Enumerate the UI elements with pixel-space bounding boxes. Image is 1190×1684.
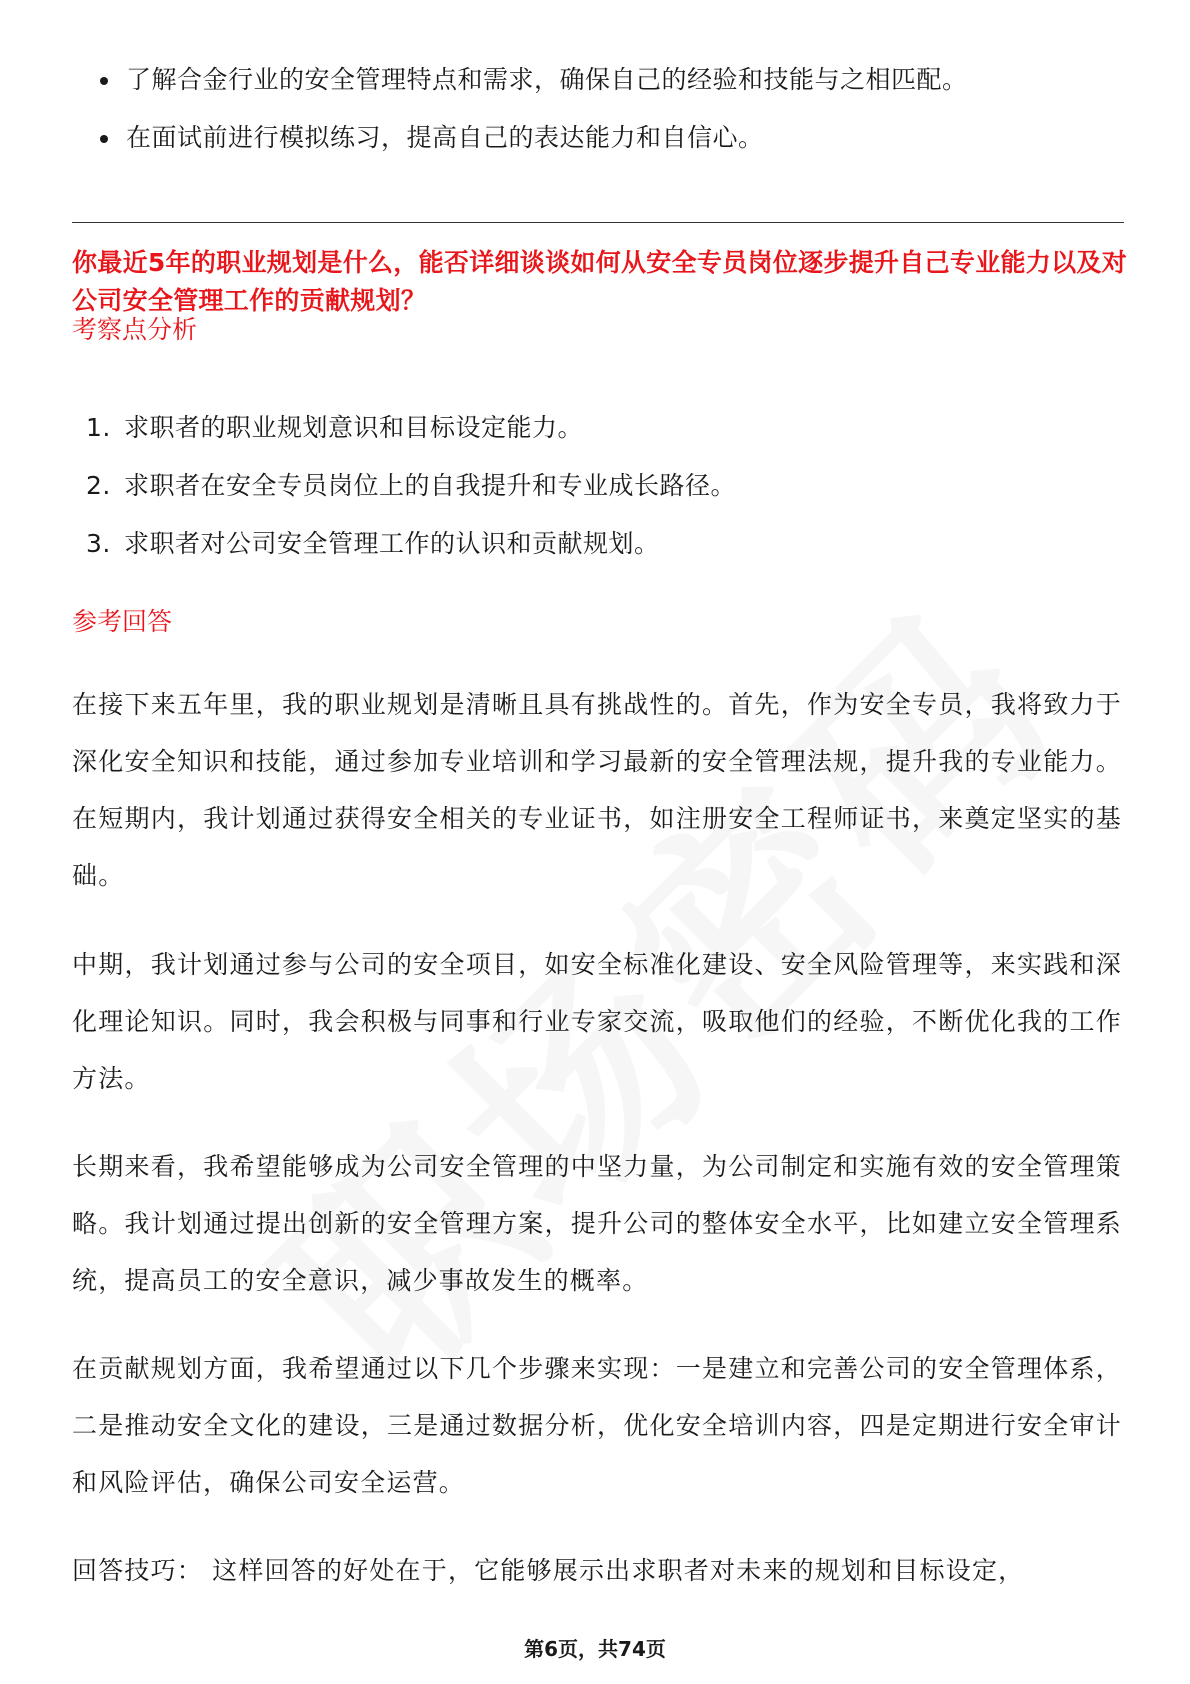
item-text: 求职者在安全专员岗位上的自我提升和专业成长路径。 bbox=[124, 471, 737, 500]
answer-heading: 参考回答 bbox=[72, 607, 173, 636]
item-text: 求职者对公司安全管理工作的认识和贡献规划。 bbox=[124, 529, 660, 558]
analysis-heading: 考察点分析 bbox=[72, 315, 198, 344]
bullet-text: 在面试前进行模拟练习，提高自己的表达能力和自信心。 bbox=[126, 123, 764, 152]
list-item bbox=[72, 120, 1122, 156]
tips-bullet-list bbox=[72, 62, 1122, 178]
answer-paragraph: 长期来看，我希望能够成为公司安全管理的中坚力量，为公司制定和实施有效的安全管理策略。我计划通过提出创新的安全管理方案，提升公司的整体安全水平，比如建立安全管理系统，提高员工的安全意识，减少事故发生的概率。 bbox=[72, 1152, 1122, 1295]
answer-paragraph: 在贡献规划方面，我希望通过以下几个步骤来实现：一是建立和完善公司的安全管理体系，二是推动安全文化的建设，三是通过数据分析，优化安全培训内容，四是定期进行安全审计和风险评估，确保公司安全运营。 bbox=[72, 1354, 1122, 1497]
page-number: 第6页，共74页 bbox=[524, 1637, 666, 1661]
bullet-text: 了解合金行业的安全管理特点和需求，确保自己的经验和技能与之相匹配。 bbox=[126, 65, 968, 94]
section-divider bbox=[72, 222, 1124, 223]
item-number: 3. bbox=[86, 529, 111, 558]
answer-paragraph: 中期，我计划通过参与公司的安全项目，如安全标准化建设、安全风险管理等，来实践和深化理论知识。同时，我会积极与同事和行业专家交流，吸取他们的经验，不断优化我的工作方法。 bbox=[72, 950, 1122, 1093]
item-text: 求职者的职业规划意识和目标设定能力。 bbox=[124, 413, 584, 442]
list-item bbox=[72, 410, 1122, 446]
answer-tip-paragraph: 回答技巧： 这样回答的好处在于，它能够展示出求职者对未来的规划和目标设定， bbox=[72, 1556, 1025, 1585]
list-item bbox=[72, 468, 1122, 504]
bullet-dot-icon bbox=[100, 135, 108, 143]
analysis-list bbox=[72, 410, 1122, 584]
item-number: 2. bbox=[86, 471, 111, 500]
item-number: 1. bbox=[86, 413, 111, 442]
interview-question: 你最近5年的职业规划是什么，能否详细谈谈如何从安全专员岗位逐步提升自己专业能力以及对公司安全管理工作的贡献规划？ bbox=[72, 248, 1127, 315]
answer-paragraph: 在接下来五年里，我的职业规划是清晰且具有挑战性的。首先，作为安全专员，我将致力于深化安全知识和技能，通过参加专业培训和学习最新的安全管理法规，提升我的专业能力。在短期内，我计划通过获得安全相关的专业证书，如注册安全工程师证书，来奠定坚实的基础。 bbox=[72, 690, 1122, 890]
list-item bbox=[72, 526, 1122, 562]
list-item bbox=[72, 62, 1122, 98]
bullet-dot-icon bbox=[100, 77, 108, 85]
